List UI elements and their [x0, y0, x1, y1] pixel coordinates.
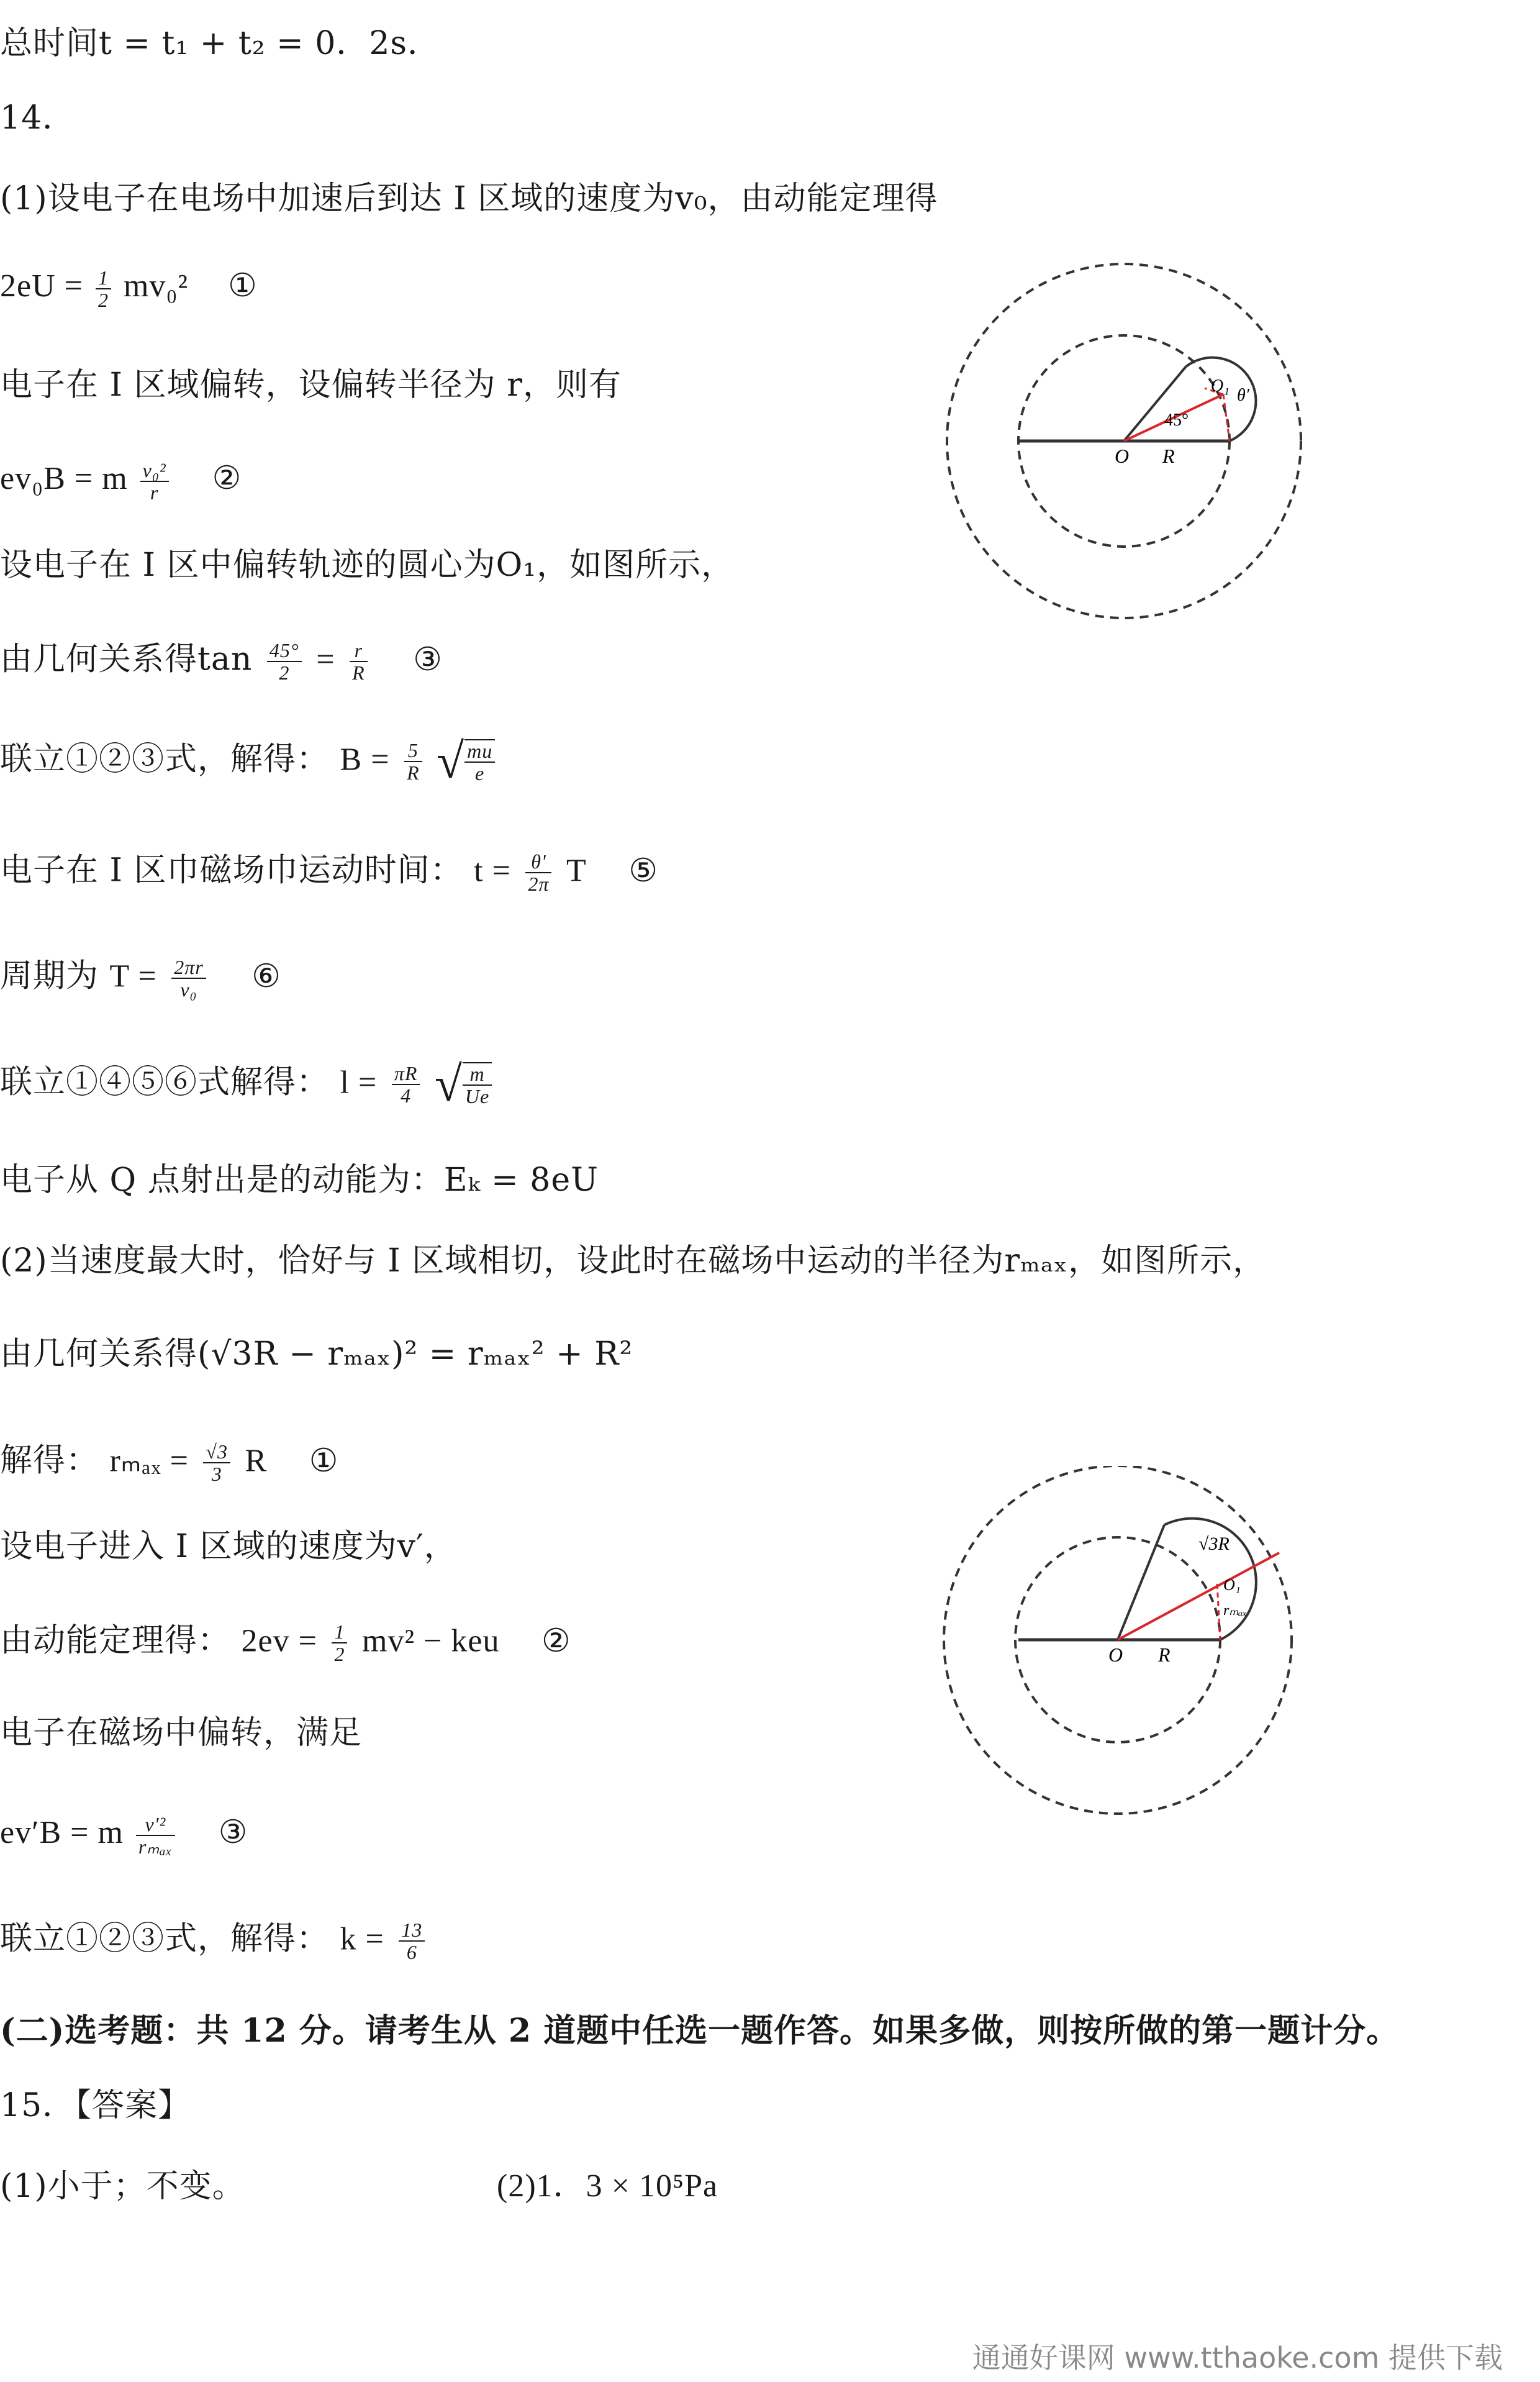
eqr-lhs: rₘₐₓ = [109, 1443, 189, 1479]
eq3-equals: = [316, 642, 335, 678]
eqr-tail: R [245, 1443, 268, 1479]
eq3-den1: 2 [279, 661, 290, 684]
eq3-num1: 45° [267, 640, 302, 662]
eqf-num: v′² [136, 1814, 175, 1836]
eq6-lhs: T = [109, 958, 157, 994]
eqb-prefix: 联立①②③式，解得： [0, 740, 330, 778]
eq3-prefix: 由几何关系得tan [0, 640, 253, 678]
eqe-den: 2 [334, 1643, 345, 1665]
equation-2 [0, 460, 242, 503]
eq6-prefix: 周期为 [0, 957, 99, 995]
eql-sqrt [434, 1057, 492, 1112]
eqr-marker: ① [309, 1442, 339, 1480]
exit-ray [1118, 1525, 1164, 1640]
eq5-den: 2π [528, 873, 550, 895]
figure-electron-trajectory-2 [931, 1466, 1316, 1826]
equation-1 [0, 267, 258, 311]
eq5-tail: T [566, 853, 587, 889]
eql-rad-num: m [463, 1063, 492, 1086]
eqr-prefix: 解得： [0, 1442, 99, 1480]
eq1-marker: ① [228, 268, 258, 304]
eqr-den: 3 [211, 1463, 222, 1485]
eqr-num: √3 [203, 1441, 230, 1463]
figure-electron-trajectory-1 [931, 261, 1316, 634]
line-total-time: 总时间t = t₁ + t₂ = 0．2s． [0, 25, 441, 62]
eqb-den: R [407, 761, 420, 784]
label-rmax: rₘₐₓ [1223, 1602, 1248, 1619]
sqrt-sign: √ [434, 1057, 463, 1112]
label-o: O [1115, 445, 1130, 467]
exit-ray [1124, 366, 1186, 441]
line-geometry-2: 由几何关系得(√3R − rₘₐₓ)² = rₘₐₓ² + R² [0, 1335, 633, 1373]
label-theta-prime: θ′ [1237, 386, 1249, 405]
eql-num: πR [392, 1063, 420, 1085]
eq5-prefix: 电子在 I 区巾磁场巾运动时间： [0, 852, 463, 889]
eq1-tail: mv₀² [123, 268, 189, 304]
equation-b [0, 734, 495, 789]
label-angle-45: 45° [1164, 411, 1189, 430]
eq1-lhs: 2eU = [0, 268, 83, 304]
eq5-fraction [525, 851, 551, 894]
label-r: R [1162, 445, 1175, 467]
equation-3 [0, 640, 443, 683]
eq2-lhs: ev₀B = m [0, 460, 128, 496]
eql-prefix: 联立①④⑤⑥式解得： [0, 1063, 330, 1101]
eq1-fraction [96, 267, 111, 311]
eq3-den2: R [352, 661, 365, 684]
eql-lhs: l = [340, 1065, 378, 1101]
line-deflection: 电子在 I 区域偏转，设偏转半径为 r，则有 [0, 366, 622, 404]
eqe-num: 1 [332, 1621, 347, 1643]
eqk-num: 13 [399, 1919, 425, 1942]
eqk-fraction [399, 1919, 425, 1963]
eqf-marker: ③ [218, 1814, 248, 1850]
problem-15-answer-heading: 15．【答案】 [0, 2087, 191, 2124]
sqrt-sign: √ [437, 734, 465, 789]
eqb-rad-den: e [475, 762, 485, 784]
line-part2-intro: (2)当速度最大时，恰好与 I 区域相切，设此时在磁场中运动的半径为rₘₐₓ，如图所示， [0, 1242, 1266, 1280]
eq3-fraction-angle [267, 640, 302, 683]
label-o: O [1108, 1643, 1123, 1666]
eqf-fraction [136, 1814, 175, 1857]
eql-rad-den: Ue [464, 1085, 490, 1107]
eq3-num2: r [350, 640, 368, 662]
answer-15-part1: (1)小于；不变。 [0, 2168, 245, 2205]
equation-force-2 [0, 1814, 248, 1857]
eql-radicand [463, 1063, 492, 1107]
eqe-prefix: 由动能定理得： [0, 1622, 231, 1660]
eqb-rad-num: mu [464, 740, 495, 763]
eqk-prefix: 联立①②③式，解得： [0, 1920, 330, 1958]
eqr-fraction [203, 1441, 230, 1484]
line-part1-intro: (1)设电子在电场中加速后到达 I 区域的速度为v₀，由动能定理得 [0, 180, 938, 217]
eqf-lhs: ev′B = m [0, 1814, 124, 1850]
eqf-den: rₘₐₓ [138, 1835, 173, 1858]
eq2-marker: ② [212, 460, 242, 496]
eqe-marker: ② [541, 1622, 571, 1660]
eq2-num: v₀² [140, 460, 169, 482]
equation-6 [0, 957, 281, 1000]
eq5-num: θ' [525, 851, 551, 873]
label-o1: O₁ [1223, 1576, 1241, 1594]
eqb-lhs: B = [340, 742, 390, 778]
eq3-marker: ③ [413, 640, 443, 678]
equation-rmax [0, 1441, 338, 1484]
eqk-den: 6 [406, 1941, 417, 1963]
eq2-fraction [140, 460, 169, 503]
eqk-lhs: k = [340, 1921, 384, 1957]
equation-energy-2 [0, 1621, 571, 1665]
line-velocity-prime: 设电子进入 I 区域的速度为v′， [0, 1528, 457, 1565]
equation-5 [0, 851, 658, 894]
eqb-radicand [464, 740, 495, 784]
eql-fraction [392, 1063, 420, 1106]
eq6-fraction [171, 957, 206, 1000]
eq5-lhs: t = [474, 853, 511, 889]
eqe-tail: mv² − keu [362, 1623, 500, 1659]
line-center-o1: 设电子在 I 区中偏转轨迹的圆心为O₁，如图所示， [0, 547, 735, 584]
eq6-num: 2πr [171, 957, 206, 979]
eqe-fraction [332, 1621, 347, 1665]
eq1-den: 2 [97, 289, 109, 311]
label-r: R [1158, 1643, 1171, 1666]
eq6-marker: ⑥ [251, 957, 281, 995]
eqb-fraction [404, 740, 422, 783]
section-heading-optional: (二)选考题：共 12 分。请考生从 2 道题中任选一题作答。如果多做，则按所做的第一题计分。 [0, 2012, 1400, 2050]
footer-watermark: 通通好课网 www.tthaoke.com 提供下载 [972, 2341, 1503, 2375]
eql-den: 4 [401, 1084, 412, 1107]
label-o1: O₁ [1211, 376, 1230, 396]
answer-15-part2: (2)1．3 × 10⁵Pa [497, 2168, 718, 2204]
eq2-den: r [150, 481, 159, 504]
equation-l [0, 1057, 492, 1112]
eq6-den: v₀ [180, 978, 197, 1001]
eqb-num: 5 [404, 740, 422, 762]
eq3-fraction-ratio [350, 640, 368, 683]
eq1-num: 1 [96, 267, 111, 289]
problem-number-14: 14． [0, 99, 76, 137]
equation-k [0, 1919, 428, 1963]
line-magnetic-deflection: 电子在磁场中偏转，满足 [0, 1714, 363, 1752]
eqe-lhs: 2ev = [241, 1623, 317, 1659]
line-kinetic-energy: 电子从 Q 点射出是的动能为：Eₖ = 8eU [0, 1161, 599, 1199]
label-sqrt3r: √3R [1198, 1534, 1230, 1554]
eq5-marker: ⑤ [628, 852, 658, 889]
eqb-sqrt [437, 734, 495, 789]
